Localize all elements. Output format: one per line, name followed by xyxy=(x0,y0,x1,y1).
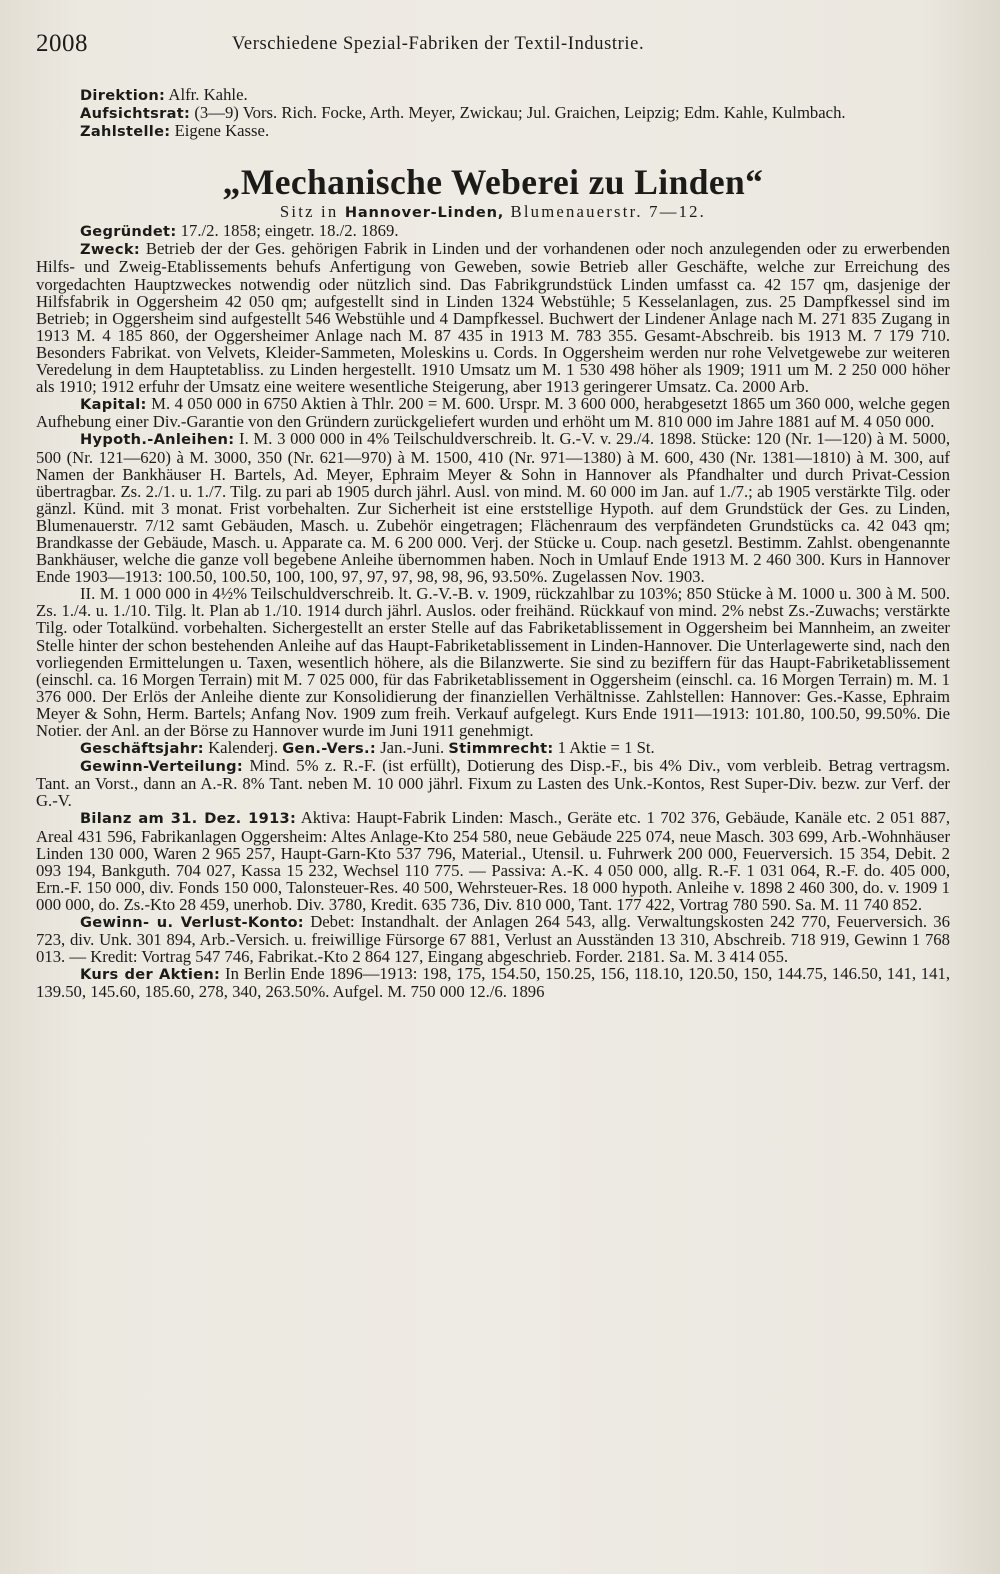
entry-text: 17./2. 1858; eingetr. 18./2. 1869. xyxy=(176,221,399,241)
entry-label: Gen.-Vers.: xyxy=(282,740,377,758)
zweck-entry xyxy=(36,240,950,395)
anleihe-ii-entry xyxy=(36,585,950,739)
entry-label: Zahlstelle: xyxy=(80,123,171,141)
company-seat xyxy=(36,202,950,222)
entry-text: Jan.-Juni. xyxy=(376,738,449,758)
entry-text: Debet: Instandhalt. der Anlagen 264 543, allg. Verwaltungskosten 242 770, Feuerversich. 36 723, div. Unk. 301 894, Arb.-Versich. u. freiwillige Fürsorge 67 881, Verlust an Ausständen 13 310, Abschreib. 718 919, Gewinn 1 768 013. — Kredit: Vortrag 547 746, Fabrikat.-Kto 2 864 127, Eingang abgeschrieb. Forder. 2181. Sa. M. 3 414 055. xyxy=(36,912,950,967)
page-number: 2008 xyxy=(36,30,88,57)
entry-label: Zweck: xyxy=(80,241,140,259)
entry-label: Stimmrecht: xyxy=(448,740,554,758)
entry-text: (3—9) Vors. Rich. Focke, Arth. Meyer, Zwickau; Jul. Graichen, Leipzig; Edm. Kahle, Kulmbach. xyxy=(190,103,846,123)
entry-label: Geschäftsjahr: xyxy=(80,740,204,758)
entry-text: 1 Aktie = 1 St. xyxy=(553,738,655,758)
entry-label: Bilanz am 31. Dez. 1913: xyxy=(80,810,297,828)
company-title: „Mechanische Weberei zu Linden“ xyxy=(222,162,764,203)
seat-prefix: Sitz in xyxy=(279,202,345,222)
entry-label: Gewinn-Verteilung: xyxy=(80,758,244,776)
entry-text: Alfr. Kahle. xyxy=(165,85,248,104)
gegruendet-entry xyxy=(36,222,950,240)
entry-text: M. 4 050 000 in 6750 Aktien à Thlr. 200 = M. 600. Urspr. M. 3 600 000, herabgesetzt 1865 um 360 000, welche gegen Aufhebung einer Div.-Garantie von den Gründern zurückgeliefert wurden und erhöht um M. 810 000 im Jahre 1881 auf M. 4 050 000. xyxy=(36,394,950,432)
gewinn-verlust-entry xyxy=(36,913,950,965)
kurs-aktien-entry xyxy=(36,965,950,1000)
direktion-entry xyxy=(36,86,950,104)
entry-label: Aufsichtsrat: xyxy=(80,105,191,123)
entry-text: I. M. 3 000 000 in 4% Teilschuldverschreib. lt. G.-V. v. 29./4. 1898. Stücke: 120 (Nr. 1—120) à M. 5000, 500 (Nr. 121—620) à M. 3000, 350 (Nr. 621—970) à M. 1500, 410 (Nr. 971—1380) à M. 600, 430 (Nr. 1381—1810) à M. 300, auf Namen der Bankhäuser H. Bartels, Ad. Meyer, Ephraim Meyer & Sohn in Hannover als Pfandhalter und durch Privat-Cession übertragbar. Zs. 2./1. u. 1./7. Tilg. zu pari ab 1905 durch jährl. Ausl. von mind. M. 60 000 im Jan. auf 1./7.; ab 1905 verstärkte Tilg. oder gänzl. Künd. mit 3 monat. Frist vorbehalten. Zur Sicherheit ist eine erststellige Hypoth. auf dem Grundstück der Ges. zu Linden, Blumenauerstr. 7/12 samt Gebäuden, Masch. u. Zubehör eingetragen; Flächenraum des verpfändeten Grundstücks ca. 42 043 qm; Brandkasse der Gebäude, Masch. u. Apparate ca. M. 6 200 000. Verj. der Stücke u. Coup. nach gesetzl. Bestimm. Zahlst. obengenannte Bankhäuser, welche die ganze voll begebene Anleihe übernommen haben. Noch in Umlauf Ende 1913 M. 2 460 300. Kurs in Hannover Ende 1903—1913: 100.50, 100.50, 100, 100, 97, 97, 97, 98, 98, 96, 93.50%. Zugelassen Nov. 1903. xyxy=(36,429,950,587)
entry-text: Betrieb der der Ges. gehörigen Fabrik in Linden und der vorhandenen oder noch anzulegenden oder zu erwerbenden Hilfs- und Zweig-Etablissements behufs Anfertigung von Geweben, sowie Betrieb aller Geschäfte, welche zur Erreichung des vorgedachten Hauptzweckes notwendig oder nützlich sind. Das Fabrikgrundstück Linden umfasst ca. 42 157 qm, dasjenige der Hilfsfabrik in Oggersheim 42 050 qm; aufgestellt sind in Linden 1324 Webstühle; 5 Kesselanlagen, zus. 25 Dampfkessel sind im Betrieb; in Oggersheim sind aufgestellt 546 Webstühle und 4 Dampfkessel. Buchwert der Lindener Anlage nach M. 271 835 Zugang in 1913 M. 4 185 860, der Oggersheimer Anlage nach M. 87 435 in 1913 M. 783 355. Gesamt-Abschreib. bis 1913 M. 7 179 710. Besonders Fabrikat. von Velvets, Kleider-Sammeten, Moleskins u. Cords. In Oggersheim werden nur rohe Velvetgewebe zur weiteren Veredelung in dem Hauptetabliss. zu Linden hergestellt. 1910 Umsatz um M. 1 530 498 höher als 1909; 1911 um M. 2 250 000 höher als 1910; 1912 erfuhr der Umsatz eine weitere wesentliche Steigerung, aber 1913 geringerer Umsatz. Ca. 2000 Arb. xyxy=(36,239,950,397)
entry-text: Eigene Kasse. xyxy=(170,121,270,141)
gewinn-verteilung-entry xyxy=(36,757,950,809)
entry-label: Kapital: xyxy=(80,396,147,414)
entry-text: Aktiva: Haupt-Fabrik Linden: Masch., Geräte etc. 1 702 376, Gebäude, Kanäle etc. 2 051 887, Areal 431 596, Fabrikanlagen Oggersheim: Altes Anlage-Kto 254 580, neue Gebäude 225 074, neue Masch. 303 699, Arb.-Wohnhäuser Linden 130 000, Waren 2 965 257, Haupt-Garn-Kto 537 796, Material., Utensil. u. Fuhrwerk 200 000, Feuerversich. 15 354, Debit. 2 093 194, Bankguth. 704 027, Kassa 15 232, Wechsel 110 775. — Passiva: A.-K. 4 050 000, allg. R.-F. 1 031 064, R.-F. do. 405 000, Ern.-F. 150 000, div. Fonds 150 000, Talonsteuer-Res. 40 500, Wehrsteuer-Res. 18 000 hypoth. Anleihe v. 1898 2 460 300, do. v. 1909 1 000 000, do. Zs.-Kto 28 459, unerhob. Div. 3780, Kredit. 635 736, Div. 810 000, Tant. 177 422, Vortrag 780 590. Sa. M. 11 740 852. xyxy=(36,808,950,914)
bilanz-entry xyxy=(36,809,950,913)
kapital-entry xyxy=(36,395,950,430)
aufsichtsrat-entry xyxy=(36,104,950,122)
hypoth-anleihen-entry xyxy=(36,430,950,585)
seat-suffix: Blumenauerstr. 7—12. xyxy=(504,202,707,222)
entry-text: In Berlin Ende 1896—1913: 198, 175, 154.50, 150.25, 156, 118.10, 120.50, 150, 144.75, 146.50, 141, 141, 139.50, 145.60, 185.60, 278, 340, 263.50%. Aufgel. M. 750 000 12./6. 1896 xyxy=(36,964,950,1002)
entry-label: Gegründet: xyxy=(80,223,177,241)
entry-label: Direktion: xyxy=(80,87,166,104)
seat-city: Hannover-Linden, xyxy=(344,204,505,222)
entry-label: Gewinn- u. Verlust-Konto: xyxy=(80,914,304,932)
running-title: Verschiedene Spezial-Fabriken der Textil-Industrie. xyxy=(232,34,645,54)
entry-text: Kalenderj. xyxy=(203,738,283,758)
zahlstelle-entry xyxy=(36,122,950,140)
entry-text: II. M. 1 000 000 in 4½% Teilschuldverschreib. lt. G.-V.-B. v. 1909, rückzahlbar zu 103%; 850 Stücke à M. 1000 u. 300 à M. 500. Zs. 1./4. u. 1./10. Tilg. lt. Plan ab 1./10. 1914 durch jährl. Auslos. oder freihänd. Rückkauf von mind. 2% nebst Zs.-Zuwachs; verstärkte Tilg. oder Totalkünd. vorbehalten. Sichergestellt an erster Stelle auf das Fabriketablissement in Oggersheim bei Mannheim, an zweiter Stelle hinter der schon bestehenden Anleihe auf das Haupt-Fabriketablissement in Linden-Hannover. Die Unterlagewerte sind, nach den vorliegenden Ermittelungen u. Taxen, wesentlich höhere, als die Bilanzwerte. Sie sind zu beziffern für das Haupt-Fabriketablissement (einschl. ca. 16 Morgen Terrain) mit M. 7 025 000, für das Fabriketablissement in Oggersheim (einschl. ca. 16 Morgen Terrain) m. M. 1 376 000. Der Erlös der Anleihe diente zur Konsolidierung der finanziellen Verhältnisse. Zahlstellen: Hannover: Ges.-Kasse, Ephraim Meyer & Sohn, Herm. Bartels; Anfang Nov. 1909 zum freih. Verkauf aufgelegt. Kurs Ende 1911—1913: 101.80, 100.50, 99.50%. Die Notier. der Anl. an der Börse zu Hannover wurde im Juni 1911 genehmigt. xyxy=(36,584,950,740)
running-head xyxy=(36,30,950,66)
entry-label: Hypoth.-Anleihen: xyxy=(80,431,235,449)
geschaeftsjahr-entry xyxy=(36,739,950,757)
entry-text: Mind. 5% z. R.-F. (ist erfüllt), Dotierung des Disp.-F., bis 4% Div., vom verbleib. Betrag vertragsm. Tant. an Vorst., dann an A.-R. 8% Tant. neben M. 10 000 jährl. Fixum zu Lasten des Unk.-Kontos, Rest Super-Div. bezw. zur Verf. der G.-V. xyxy=(36,756,950,811)
entry-label: Kurs der Aktien: xyxy=(80,966,221,984)
